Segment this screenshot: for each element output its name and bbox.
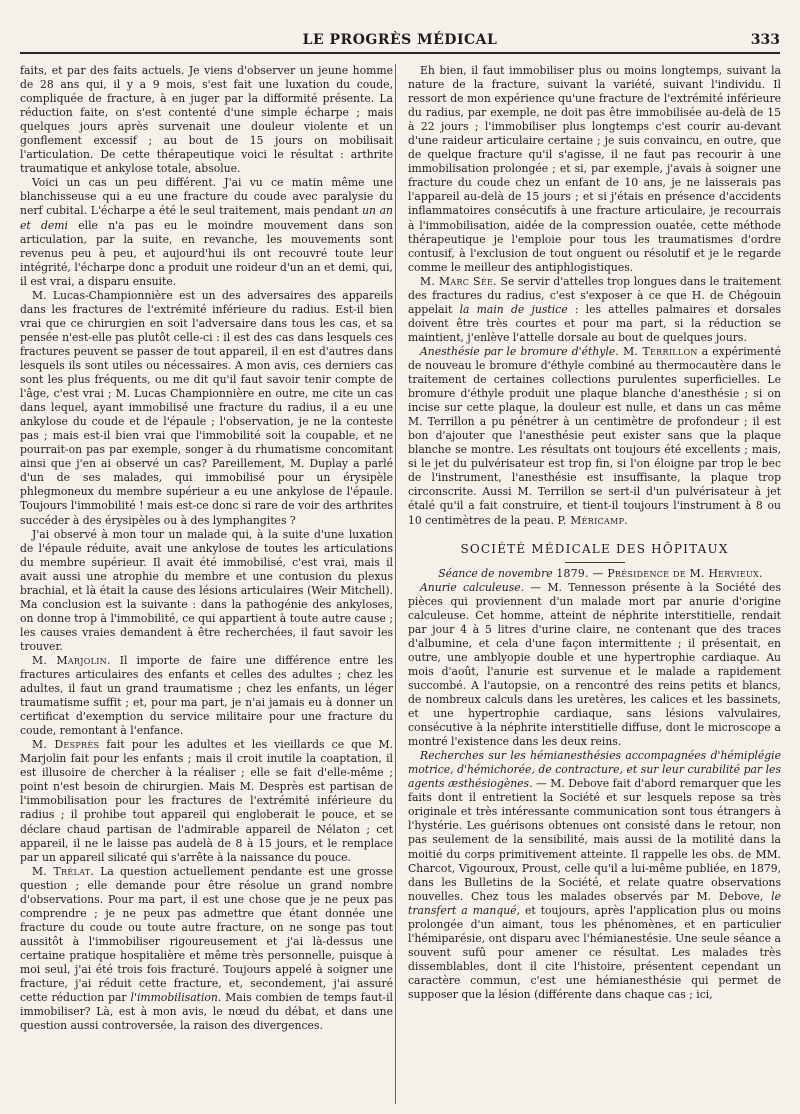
paragraph: Eh bien, il faut immobiliser plus ou moins longtemps, suivant la nature de la fracture, suivant la variété, suivant l'individu. Il ressort de mon expérience qu'une fracture de l'extrémité inférieure du radius, par exemple, ne doit pas être immobilisée au-delà de 15 à 22 jours ; l'immobiliser plus longtemps c'est courir au-devant d'une raideur articulaire certaine ; je suis convaincu, en outre, que de quelque fracture qu'il s'agisse, il ne faut pas recourir à une immobilisation prolongée ; et si, par exemple, j'avais à soigner une fracture du coude chez un enfant de 10 ans, je ne laisserais pas l'appareil au-delà de 15 jours ; et si j'étais en présence d'accidents inflammatoires consécutifs à une fracture articulaire, je recourrais à l'immobilisation, aidée de la compression ouatée, cette méthode thérapeutique je l'emploie pour tous les traumatismes d'ordre contusif, à l'exclusion de tout onguent ou résolutif et je le regarde comme le meilleur des antiphlogistiques. <box>408 64 781 274</box>
paragraph <box>20 738 393 864</box>
speaker-name: M. Marc Sée. <box>420 274 497 288</box>
text-run: fait pour les adultes et les vieillards ce que M. Marjolin fait pour les enfants ; mais il croit inutile la coaptation, il est illusoire de chercher à la réaliser ; elle se fait d'elle-même ; point n'est besoin de chirurgien. Mais M. Desprès est partisan de l'immobilisation pour les fractures de l'extrémité inférieure du radius ; il prohibe tout appareil qui engloberait le pouce, et se déclare chaud partisan de l'admirable appareil de Nélaton ; cet appareil, il ne le laisse pas audelà de 8 à 15 jours, et le remplace par un appareil silicaté qui s'arrête à la naissance du pouce. <box>20 738 393 864</box>
paragraph: M. Lucas-Championnière est un des adversaires des appareils dans les fractures de l'extrémité inférieure du radius. Est-il bien vrai que ce chirurgien en soit l'adversaire dans tous les cas, et sa pensée n'est-elle pas plutôt celle-ci : il est des cas dans lesquels ces fractures peuvent se passer de tout appareil, il en est d'autres dans lesquels ils sont utiles ou nécessaires. A mon avis, ces derniers cas sont les plus fréquents, ou me dit qu'il faut savoir tenir compte de l'âge, c'est vrai ; M. Lucas Championnière en outre, me cite un cas dans lequel, ayant immobilisé une fracture du radius, il a eu une ankylose du coude et de l'épaule ; l'observation, je ne la conteste pas ; mais est-il bien vrai que l'immobilité soit la coupable, et ne pourrait-on pas par exemple, songer à du rhumatisme concomitant ainsi que j'en ai observé un cas? Pareillement, M. Duplay a parlé d'un de ses malades, qui immobilisé pour un érysipèle phlegmoneux du membre supérieur a eu une ankylose de l'épaule. Toujours l'immobilité ! mais est-ce donc si rare de voir des arthrites succéder à des érysipèles ou à des lymphangites ? <box>20 288 393 527</box>
paragraph: J'ai observé à mon tour un malade qui, à la suite d'une luxation de l'épaule réduite, avait une ankylose de toutes les articulations du membre supérieur. Il avait été immobilisé, c'est vrai, mais il avait aussi une atrophie du membre et une contusion du plexus brachial, et là était la cause des lésions articulaires (Weir Mitchell). Ma conclusion est la suivante : dans la pathogénie des ankyloses, on donne trop à l'immobilité, ce qui appartient à toute autre cause ; les causes vraies demandent à être recherchées, il faut savoir les trouver. <box>20 527 393 653</box>
text-run: Il importe de faire une différence entre les fractures articulaires des enfants et celles des adultes ; chez les adultes, il faut un grand traumatisme ; chez les enfants, un léger traumatisme suffit ; et, pour ma part, je n'ai jamais eu à donner un certificat d'exemption du service militaire pour une fracture du coude, remontant à l'enfance. <box>20 653 393 738</box>
italic-run: un an et demi <box>20 204 393 232</box>
right-column <box>395 64 781 1104</box>
text-run: 1879. — Présidence de M. Hervieux. <box>552 566 763 580</box>
italic-run: Anurie calculeuse. <box>420 580 525 594</box>
page-number: 333 <box>750 32 780 48</box>
running-header <box>20 30 780 54</box>
journal-title: LE PROGRÈS MÉDICAL <box>302 32 498 48</box>
paragraph <box>20 654 393 738</box>
text-run: , et toujours, après l'application plus ou moins prolongée d'un aimant, tous les phénomènes, et en particulier l'hémiparésie, ont disparu avec l'hémianestésie. Une seule séance a souvent sufû pour amener ce résultat. Les malades très dissemblables, dont il cite l'histoire, présentent cependant un caractère commun, c'est une hémianesthésie qui permet de supposer que la lésion (différente dans chaque cas ; ici, <box>408 903 781 1001</box>
italic-run: Séance de novembre <box>438 566 553 580</box>
speaker-name: M. Marjolin. <box>32 653 111 667</box>
paragraph <box>408 749 781 1002</box>
text-run: — M. Debove fait d'abord remarquer que les faits dont il entretient la Société et sur lesquels repose sa très originale et très intéressante communication sont tous étrangers à l'hystérie. Les guérisons obtenues ont consisté dans le retour, non pas seulement de la sensibilité, mais aussi de la motilité dans la moitié du corps primitivement atteinte. Il rappelle les obs. de MM. Charcot, Vigouroux, Proust, celle qu'il a lui-même publiée, en 1879, dans les Bulletins de la Société, et relate quatre observations nouvelles. Chez tous les malades observés par M. Debove, <box>408 777 781 903</box>
text-run: . Mais combien de temps faut-il immobiliser? Là, est à mon avis, le nœud du débat, et dans une question aussi controversée, la raison des divergences. <box>20 991 393 1033</box>
text-run: — M. Tennesson présente à la Société des pièces qui proviennent d'un malade mort par anurie d'origine calculeuse. Cet homme, atteint de néphrite interstitielle, rendait par jour 4 à 5 litres d'urine claire, ne contenant que des traces d'albumine, et cela d'une façon intermittente ; il présentait, en outre, une amblyopie double et une hypertrophie cardiaque. Au mois d'août, l'anurie est survenue et le malade a rapidement succombé. A l'autopsie, on a rencontré des reins petits et blancs, de nombreux calculs dans les uretères, les calices et les bassinets, et une hypertrophie cardiaque, sans lésions valvulaires, consécutive à la néphrite interstitielle diffuse, dont le microscope a montré l'existence dans les deux reins. <box>408 580 781 749</box>
speaker-name: M. Desprès <box>32 738 100 752</box>
paragraph: faits, et par des faits actuels. Je viens d'observer un jeune homme de 28 ans qui, il y a 9 mois, s'est fait une luxation du coude, compliquée de fracture, à en juger par la difformité présente. La réduction faite, on s'est contenté d'une simple écharpe ; mais quelques jours après survenait une douleur violente et un gonflement excessif ; au bout de 15 jours on mobilisait l'articulation. De cette thérapeutique voici le résultat : arthrite traumatique et ankylose totale, absolue. <box>20 64 393 176</box>
speaker-name: M. Terrillon <box>618 344 698 358</box>
text-run: : les attelles palmaires et dorsales doivent être très courtes et pour ma part, si la réduction se maintient, j'enlève l'attelle dorsale au bout de quelques jours. <box>408 302 781 344</box>
paragraph <box>408 345 781 528</box>
section-title: SOCIÉTÉ MÉDICALE DES HÔPITAUX <box>460 541 729 556</box>
text-run: La question actuellement pendante est une grosse question ; elle demande pour être résolue un grand nombre d'observations. Pour ma part, il est une chose que je ne peux pas comprendre ; je ne peux pas admettre que étant donnée une fracture du coude ou toute autre fracture, on ne songe pas tout aussitôt à l'immobiliser rigoureusement et j'ai là-dessus une certaine pratique hospitalière et même très personnelle, puisque à moi seul, j'ai été trois fois fracturé. Toujours appelé à soigner une fracture, j'ai réduit cette fracture, et, secondement, j'ai assuré cette réduction par <box>20 864 393 1005</box>
text-run: Voici un cas un peu différent. J'ai vu ce matin même une blanchisseuse qui a eu une fracture du coude avec paralysie du nerf cubital. L'écharpe a été le seul traitement, mais pendant <box>20 176 393 218</box>
italic-run: la main de justice <box>459 302 568 316</box>
paragraph <box>20 865 393 1034</box>
italic-run: Anesthésie par le bromure d'éthyle. <box>420 344 619 358</box>
section-divider <box>565 562 625 563</box>
text-run: elle n'a pas eu le moindre mouvement dans son articulation, par la suite, en revanche, les mouvements sont revenus peu à peu, et aujourd'hui ils ont recouvré toute leur intégrité, l'écharpe donc a produit une roideur d'un an et demi, qui, il est vrai, a disparu ensuite. <box>20 218 393 288</box>
text-run: Se servir d'attelles trop longues dans le traitement des fractures du radius, c'est s'exposer à ce que H. de Chégouin appelait <box>408 274 781 316</box>
session-line <box>408 567 781 581</box>
paragraph <box>20 176 393 288</box>
italic-run: le transfert a manqué <box>408 889 781 917</box>
italic-run: Recherches sur les hémianesthésies accompagnées d'hémiplégie motrice, d'hémichorée, de contracture, et sur leur curabilité par les agents æsthésiogènes. <box>408 749 781 791</box>
speaker-name: M. Trélat. <box>32 864 95 878</box>
paragraph <box>408 275 781 345</box>
paragraph <box>408 581 781 750</box>
text-run: a expérimenté de nouveau le bromure d'éthyle combiné au thermocautère dans le traitement de certaines collections purulentes superficielles. Le bromure d'éthyle produit une plaque blanche d'anesthésie ; si on incise sur cette plaque, la douleur est nulle, et dans un cas même M. Terrillon a pu pénétrer à un centimètre de profondeur ; il est bon d'ajouter que l'anesthésie peut exister sans que la plaque blanche se montre. Les résultats ont toujours été excellents ; mais, si le jet du pulvérisateur est trop fin, si l'on éloigne par trop le bec de l'instrument, l'anesthésie est insuffisante, la plaque trop circonscrite. Aussi M. Terrillon se sert-il d'un pulvérisateur à jet étalé qu'il a fait construire, et tient-il toujours l'instrument à 8 ou 10 centimètres de la peau. <box>408 344 781 527</box>
left-column <box>20 64 393 1104</box>
author-signature: P. Méricamp. <box>557 513 628 527</box>
italic-run: l'immobilisation <box>130 991 218 1005</box>
